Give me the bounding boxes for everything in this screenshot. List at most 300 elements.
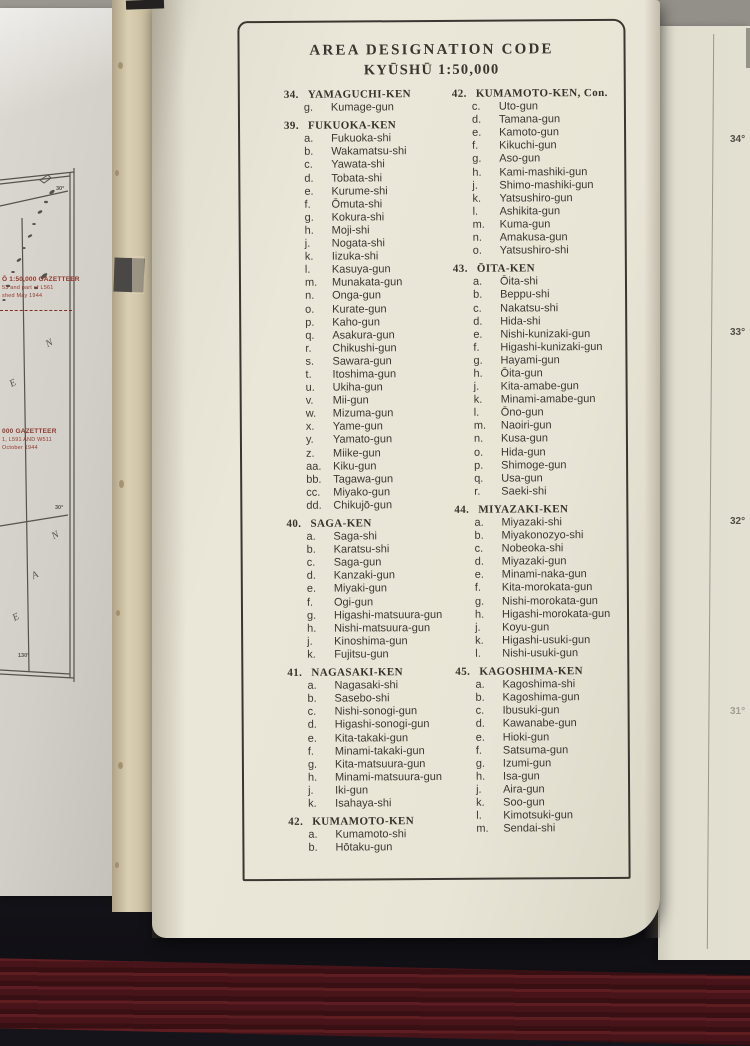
district-row — [476, 717, 624, 731]
spine-speck — [116, 610, 120, 616]
prefecture-number: 34. — [283, 88, 299, 101]
district-row — [473, 367, 621, 381]
page-subtitle: KYŪSHŪ 1:50,000 — [363, 61, 500, 79]
district-code: r. — [305, 342, 312, 355]
district-row — [472, 192, 620, 206]
district-name: Moji-shi — [331, 224, 370, 237]
district-name: Hida-shi — [500, 314, 541, 328]
district-name: Onga-gun — [332, 289, 382, 303]
map-page — [0, 8, 118, 896]
district-row — [476, 770, 624, 784]
district-row — [476, 730, 624, 744]
district-name: Kanzaki-gun — [333, 569, 395, 582]
prefecture-number: 43. — [452, 263, 468, 276]
ocean-letter: E — [10, 611, 22, 624]
district-name: Miyakonozyo-shi — [501, 529, 584, 542]
spine-speck — [118, 762, 123, 769]
district-list — [307, 679, 456, 811]
district-code: j. — [473, 380, 480, 393]
district-row — [306, 499, 454, 513]
district-name: Kumamoto-shi — [335, 828, 407, 841]
district-row — [307, 692, 455, 706]
district-name: Kinoshima-gun — [334, 635, 408, 648]
prefecture-number: 40. — [286, 517, 302, 530]
district-row — [304, 145, 452, 159]
district-name: Ōita-gun — [500, 367, 543, 380]
district-row — [476, 822, 624, 836]
district-code: e. — [472, 126, 482, 140]
spine-speck — [119, 480, 124, 488]
latitude-label: 31° — [730, 706, 746, 717]
district-name: Kagoshima-shi — [502, 678, 576, 691]
district-row — [307, 648, 455, 662]
district-code: j. — [476, 783, 482, 796]
district-name: Kagoshima-gun — [502, 691, 580, 704]
district-code: l. — [472, 205, 479, 218]
district-row — [308, 718, 456, 732]
district-code: a. — [308, 828, 318, 841]
district-name: Yatsushiro-shi — [499, 244, 569, 257]
district-name: Kikuchi-gun — [499, 139, 557, 152]
district-row — [305, 355, 453, 369]
district-name: Higashi-matsuura-gun — [333, 608, 443, 622]
district-code: d. — [306, 570, 316, 583]
district-row — [475, 691, 623, 705]
district-name: Minami-takaki-gun — [334, 744, 425, 758]
district-code: c. — [473, 302, 482, 315]
latitude-label: 33° — [730, 327, 746, 338]
district-name: Saeki-shi — [501, 485, 547, 498]
district-code: e. — [304, 185, 314, 198]
district-row — [304, 185, 452, 199]
district-list — [473, 275, 622, 498]
district-row — [308, 797, 456, 811]
district-name: Kuma-gun — [499, 218, 551, 231]
district-code: c. — [474, 542, 484, 555]
spine-top-shadow — [126, 0, 164, 10]
district-name: Kiku-gun — [333, 459, 377, 473]
district-name: Isahaya-shi — [335, 797, 392, 810]
district-name: Sasebo-shi — [334, 692, 390, 705]
district-row — [307, 622, 455, 636]
gazetteer-note-lower — [2, 428, 57, 452]
prefecture-name: ŌITA-KEN — [476, 262, 535, 275]
district-row — [307, 609, 455, 623]
district-name: Mii-gun — [332, 394, 369, 407]
map-grid-label-bottom: 130° — [18, 653, 30, 659]
district-row — [308, 771, 456, 785]
spine-speck — [115, 862, 119, 868]
prefecture-number: 39. — [283, 120, 300, 133]
gutter-shadow — [152, 0, 186, 938]
prefecture-name: YAMAGUCHI-KEN — [307, 88, 412, 101]
district-code: h. — [475, 770, 486, 783]
district-code: g. — [472, 153, 482, 166]
district-name: Mizuma-gun — [332, 407, 394, 420]
district-code: c. — [475, 705, 485, 718]
district-row — [473, 301, 621, 315]
district-name: Ōita-shi — [499, 275, 538, 288]
district-name: Kita-morokata-gun — [501, 581, 593, 595]
district-code: e. — [475, 731, 485, 744]
prefecture-number: 41. — [287, 666, 303, 679]
prefecture-section — [454, 503, 623, 661]
note-line: 53 and part of L561 — [2, 285, 54, 291]
district-list — [475, 678, 624, 836]
district-row — [475, 634, 623, 648]
district-code: y. — [305, 434, 314, 447]
district-row — [472, 139, 620, 153]
district-name: Hōtaku-gun — [335, 841, 393, 854]
district-row — [474, 529, 622, 543]
district-code: a. — [306, 530, 316, 543]
district-name: Yatsushiro-gun — [499, 191, 573, 205]
district-code: n. — [473, 433, 484, 446]
district-row — [304, 198, 452, 212]
district-code: h. — [307, 622, 317, 635]
district-code: w. — [305, 407, 317, 421]
prefecture-number: 42. — [451, 87, 467, 100]
district-row — [473, 354, 621, 368]
note-line: 000 GAZETTEER — [2, 428, 57, 435]
district-code: b. — [306, 543, 316, 556]
district-code: a. — [307, 679, 317, 692]
district-code: d. — [307, 719, 317, 732]
district-code: s. — [305, 355, 315, 368]
district-list — [304, 101, 452, 115]
district-code: o. — [473, 446, 484, 459]
district-name: Satsuma-gun — [502, 743, 569, 757]
district-name: Kaho-gun — [332, 315, 380, 329]
spine-speck — [118, 62, 123, 69]
district-code: m. — [304, 277, 318, 290]
district-row — [308, 841, 456, 855]
district-row — [305, 237, 453, 251]
prefecture-section — [455, 665, 624, 836]
district-name: Yamato-gun — [332, 433, 393, 447]
prefecture-name: KAGOSHIMA-KEN — [479, 665, 583, 678]
district-code: l. — [304, 263, 311, 277]
prefecture-header — [286, 517, 454, 531]
district-code: j. — [304, 237, 311, 250]
district-name: Chikushi-gun — [332, 342, 397, 355]
district-name: Kurume-shi — [331, 184, 388, 198]
district-name: Karatsu-shi — [333, 543, 390, 556]
district-list — [308, 828, 456, 855]
district-row — [308, 784, 456, 798]
district-code: b. — [307, 692, 317, 705]
district-name: Higashi-kunizaki-gun — [500, 340, 603, 354]
district-code: f. — [472, 140, 479, 153]
district-name: Miyaki-gun — [333, 582, 388, 596]
district-code: h. — [474, 608, 485, 621]
district-name: Kimotsuki-gun — [503, 809, 573, 822]
district-row — [305, 342, 453, 356]
district-name: Iizuka-shi — [331, 250, 379, 263]
district-code: b. — [308, 841, 318, 855]
district-row — [308, 731, 456, 745]
district-code: k. — [308, 797, 317, 810]
district-row — [307, 595, 455, 609]
district-code: z. — [305, 447, 315, 460]
district-row — [476, 743, 624, 757]
district-code: a. — [472, 276, 483, 289]
district-code: l. — [475, 647, 481, 660]
prefecture-section — [452, 87, 621, 258]
district-row — [476, 796, 624, 810]
latitude-label: 34° — [730, 134, 746, 145]
listing-columns — [240, 87, 629, 861]
district-name: Hayami-gun — [500, 354, 560, 367]
district-code: g. — [306, 609, 317, 622]
district-name: Yame-gun — [332, 420, 383, 433]
district-row — [474, 419, 622, 433]
district-code: a. — [474, 516, 484, 529]
district-name: Iki-gun — [335, 784, 369, 797]
district-row — [306, 473, 454, 487]
district-code: k. — [476, 796, 485, 809]
prefecture-header — [288, 815, 456, 829]
district-name: Ōmuta-shi — [331, 198, 383, 211]
district-code: a. — [304, 133, 314, 146]
district-row — [305, 289, 453, 303]
prefecture-name: MIYAZAKI-KEN — [478, 503, 569, 516]
prefecture-number: 42. — [288, 815, 304, 828]
district-name: Tobata-shi — [331, 171, 383, 185]
district-code: o. — [472, 244, 483, 257]
district-row — [304, 132, 452, 146]
district-code: n. — [305, 290, 315, 303]
district-code: c. — [304, 159, 313, 172]
column-left — [284, 88, 457, 860]
spine-speck — [115, 170, 119, 176]
district-row — [473, 205, 621, 219]
district-code: f. — [473, 341, 480, 354]
district-name: Sawara-gun — [332, 355, 392, 368]
district-row — [474, 485, 622, 499]
district-name: Fujitsu-gun — [334, 648, 389, 661]
district-row — [306, 433, 454, 447]
district-row — [474, 458, 622, 472]
district-row — [475, 608, 623, 622]
district-name: Minami-amabe-gun — [500, 393, 596, 406]
prefecture-header — [287, 666, 455, 680]
district-code: c. — [306, 557, 316, 570]
prefecture-header — [453, 262, 621, 276]
district-code: p. — [305, 316, 315, 329]
district-name: Amakusa-gun — [499, 231, 568, 244]
district-code: j. — [307, 635, 313, 648]
district-row — [306, 446, 454, 460]
district-code: k. — [307, 648, 316, 661]
district-row — [472, 100, 620, 114]
page-corner-mark — [746, 28, 750, 68]
district-code: d. — [475, 718, 485, 731]
district-code: l. — [476, 809, 482, 822]
column-right — [452, 87, 625, 859]
district-code: b. — [475, 691, 485, 704]
prefecture-name: KUMAMOTO-KEN — [312, 815, 415, 828]
district-code: aa. — [306, 460, 322, 473]
district-name: Nakatsu-shi — [500, 301, 559, 315]
prefecture-name: FUKUOKA-KEN — [307, 119, 397, 132]
district-code: k. — [472, 192, 482, 205]
district-code: h. — [472, 166, 482, 179]
district-name: Asakura-gun — [332, 328, 395, 342]
district-row — [475, 581, 623, 595]
district-row — [308, 705, 456, 719]
district-row — [474, 516, 622, 530]
district-code: k. — [475, 634, 484, 647]
map-dashed-boundary — [0, 310, 72, 311]
district-row — [473, 288, 621, 302]
district-row — [305, 224, 453, 238]
district-row — [307, 569, 455, 583]
district-row — [473, 341, 621, 355]
district-name: Nishi-sonogi-gun — [334, 705, 418, 718]
district-row — [474, 406, 622, 420]
district-row — [305, 315, 453, 329]
district-name: Uto-gun — [498, 100, 539, 113]
district-row — [476, 757, 624, 771]
district-code: m. — [472, 218, 485, 231]
district-row — [476, 704, 624, 718]
district-row — [474, 432, 622, 446]
district-code: b. — [473, 289, 483, 302]
prefecture-header — [284, 119, 452, 133]
district-name: Nogata-shi — [331, 237, 385, 250]
district-name: Kusa-gun — [500, 432, 549, 446]
prefecture-header — [454, 503, 622, 517]
district-name: Miyazaki-gun — [501, 555, 567, 568]
district-row — [304, 171, 452, 185]
district-name: Naoiri-gun — [500, 419, 552, 432]
prefecture-number: 45. — [455, 665, 471, 678]
ocean-letter: A — [29, 569, 41, 582]
district-row — [475, 555, 623, 569]
district-code: d. — [474, 555, 484, 569]
district-name: Itoshima-gun — [332, 368, 397, 381]
district-row — [306, 381, 454, 395]
district-name: Tagawa-gun — [333, 472, 394, 486]
prefecture-section — [284, 88, 452, 115]
prefecture-header — [455, 665, 623, 679]
district-code: bb. — [306, 473, 322, 486]
district-row — [306, 407, 454, 421]
district-row — [472, 179, 620, 193]
district-code: p. — [474, 459, 484, 472]
district-code: b. — [474, 529, 484, 542]
latitude-label: 32° — [730, 516, 746, 527]
district-row — [306, 420, 454, 434]
district-name: Kasuya-gun — [331, 263, 391, 276]
district-name: Hida-gun — [500, 445, 546, 459]
district-row — [306, 486, 454, 500]
district-row — [308, 744, 456, 758]
district-row — [308, 828, 456, 842]
district-code: k. — [304, 250, 314, 263]
district-row — [475, 568, 623, 582]
district-name: Nishi-kunizaki-gun — [500, 327, 591, 341]
district-row — [305, 276, 453, 290]
district-row — [473, 218, 621, 232]
district-row — [476, 809, 624, 823]
district-name: Kita-takaki-gun — [334, 731, 409, 745]
prefecture-number: 44. — [454, 503, 470, 516]
district-row — [307, 635, 455, 649]
district-name: Miyako-gun — [333, 486, 391, 499]
district-code: j. — [308, 784, 314, 797]
district-row — [305, 302, 453, 316]
district-name: Higashi-usuki-gun — [502, 633, 591, 647]
district-code: f. — [475, 744, 482, 757]
district-code: e. — [306, 583, 317, 596]
district-row — [307, 556, 455, 570]
district-code: dd. — [306, 499, 322, 512]
district-name: Kokura-shi — [331, 211, 385, 224]
district-name: Minami-naka-gun — [501, 568, 587, 581]
district-name: Kami-mashiki-gun — [499, 165, 588, 179]
district-row — [475, 621, 623, 635]
district-row — [474, 472, 622, 486]
district-name: Yawata-shi — [331, 158, 385, 172]
district-row — [475, 647, 623, 661]
district-code: n. — [472, 231, 482, 244]
district-code: h. — [473, 367, 483, 380]
prefecture-header — [452, 87, 620, 101]
district-code: a. — [475, 678, 485, 691]
district-name: Ogi-gun — [333, 595, 374, 609]
prefecture-section — [287, 666, 456, 811]
district-row — [306, 460, 454, 474]
district-code: u. — [305, 381, 315, 394]
district-code: c. — [307, 706, 317, 719]
prefecture-name: NAGASAKI-KEN — [311, 666, 403, 679]
district-name: Nobeoka-shi — [501, 542, 564, 555]
district-name: Miyazaki-shi — [501, 516, 562, 529]
district-code: m. — [476, 822, 489, 835]
district-code: e. — [307, 732, 317, 745]
note-line: shed May 1944 — [2, 293, 43, 299]
page-edge-shadow — [644, 0, 660, 938]
district-list — [472, 100, 621, 258]
district-row — [305, 250, 453, 264]
district-row — [475, 542, 623, 556]
district-row — [475, 594, 623, 608]
district-row — [306, 530, 454, 544]
district-name: Miike-gun — [332, 446, 381, 460]
district-row — [472, 165, 620, 179]
district-row — [305, 211, 453, 225]
district-list — [306, 530, 455, 662]
district-name: Saga-gun — [333, 556, 382, 569]
district-code: g. — [474, 595, 485, 608]
district-name: Ibusuki-gun — [502, 704, 560, 717]
district-name: Wakamatsu-shi — [331, 145, 407, 158]
prefecture-section — [288, 815, 456, 855]
district-name: Soo-gun — [503, 796, 545, 809]
district-code: q. — [305, 329, 315, 342]
district-name: Shimoge-gun — [501, 458, 567, 472]
district-code: g. — [303, 101, 314, 114]
district-name: Kurate-gun — [332, 302, 387, 316]
district-code: b. — [304, 146, 314, 159]
district-name: Munakata-gun — [331, 276, 403, 289]
district-row — [307, 679, 455, 693]
district-name: Nishi-morokata-gun — [501, 594, 598, 608]
page-crease — [0, 8, 118, 158]
district-code: f. — [307, 745, 315, 758]
